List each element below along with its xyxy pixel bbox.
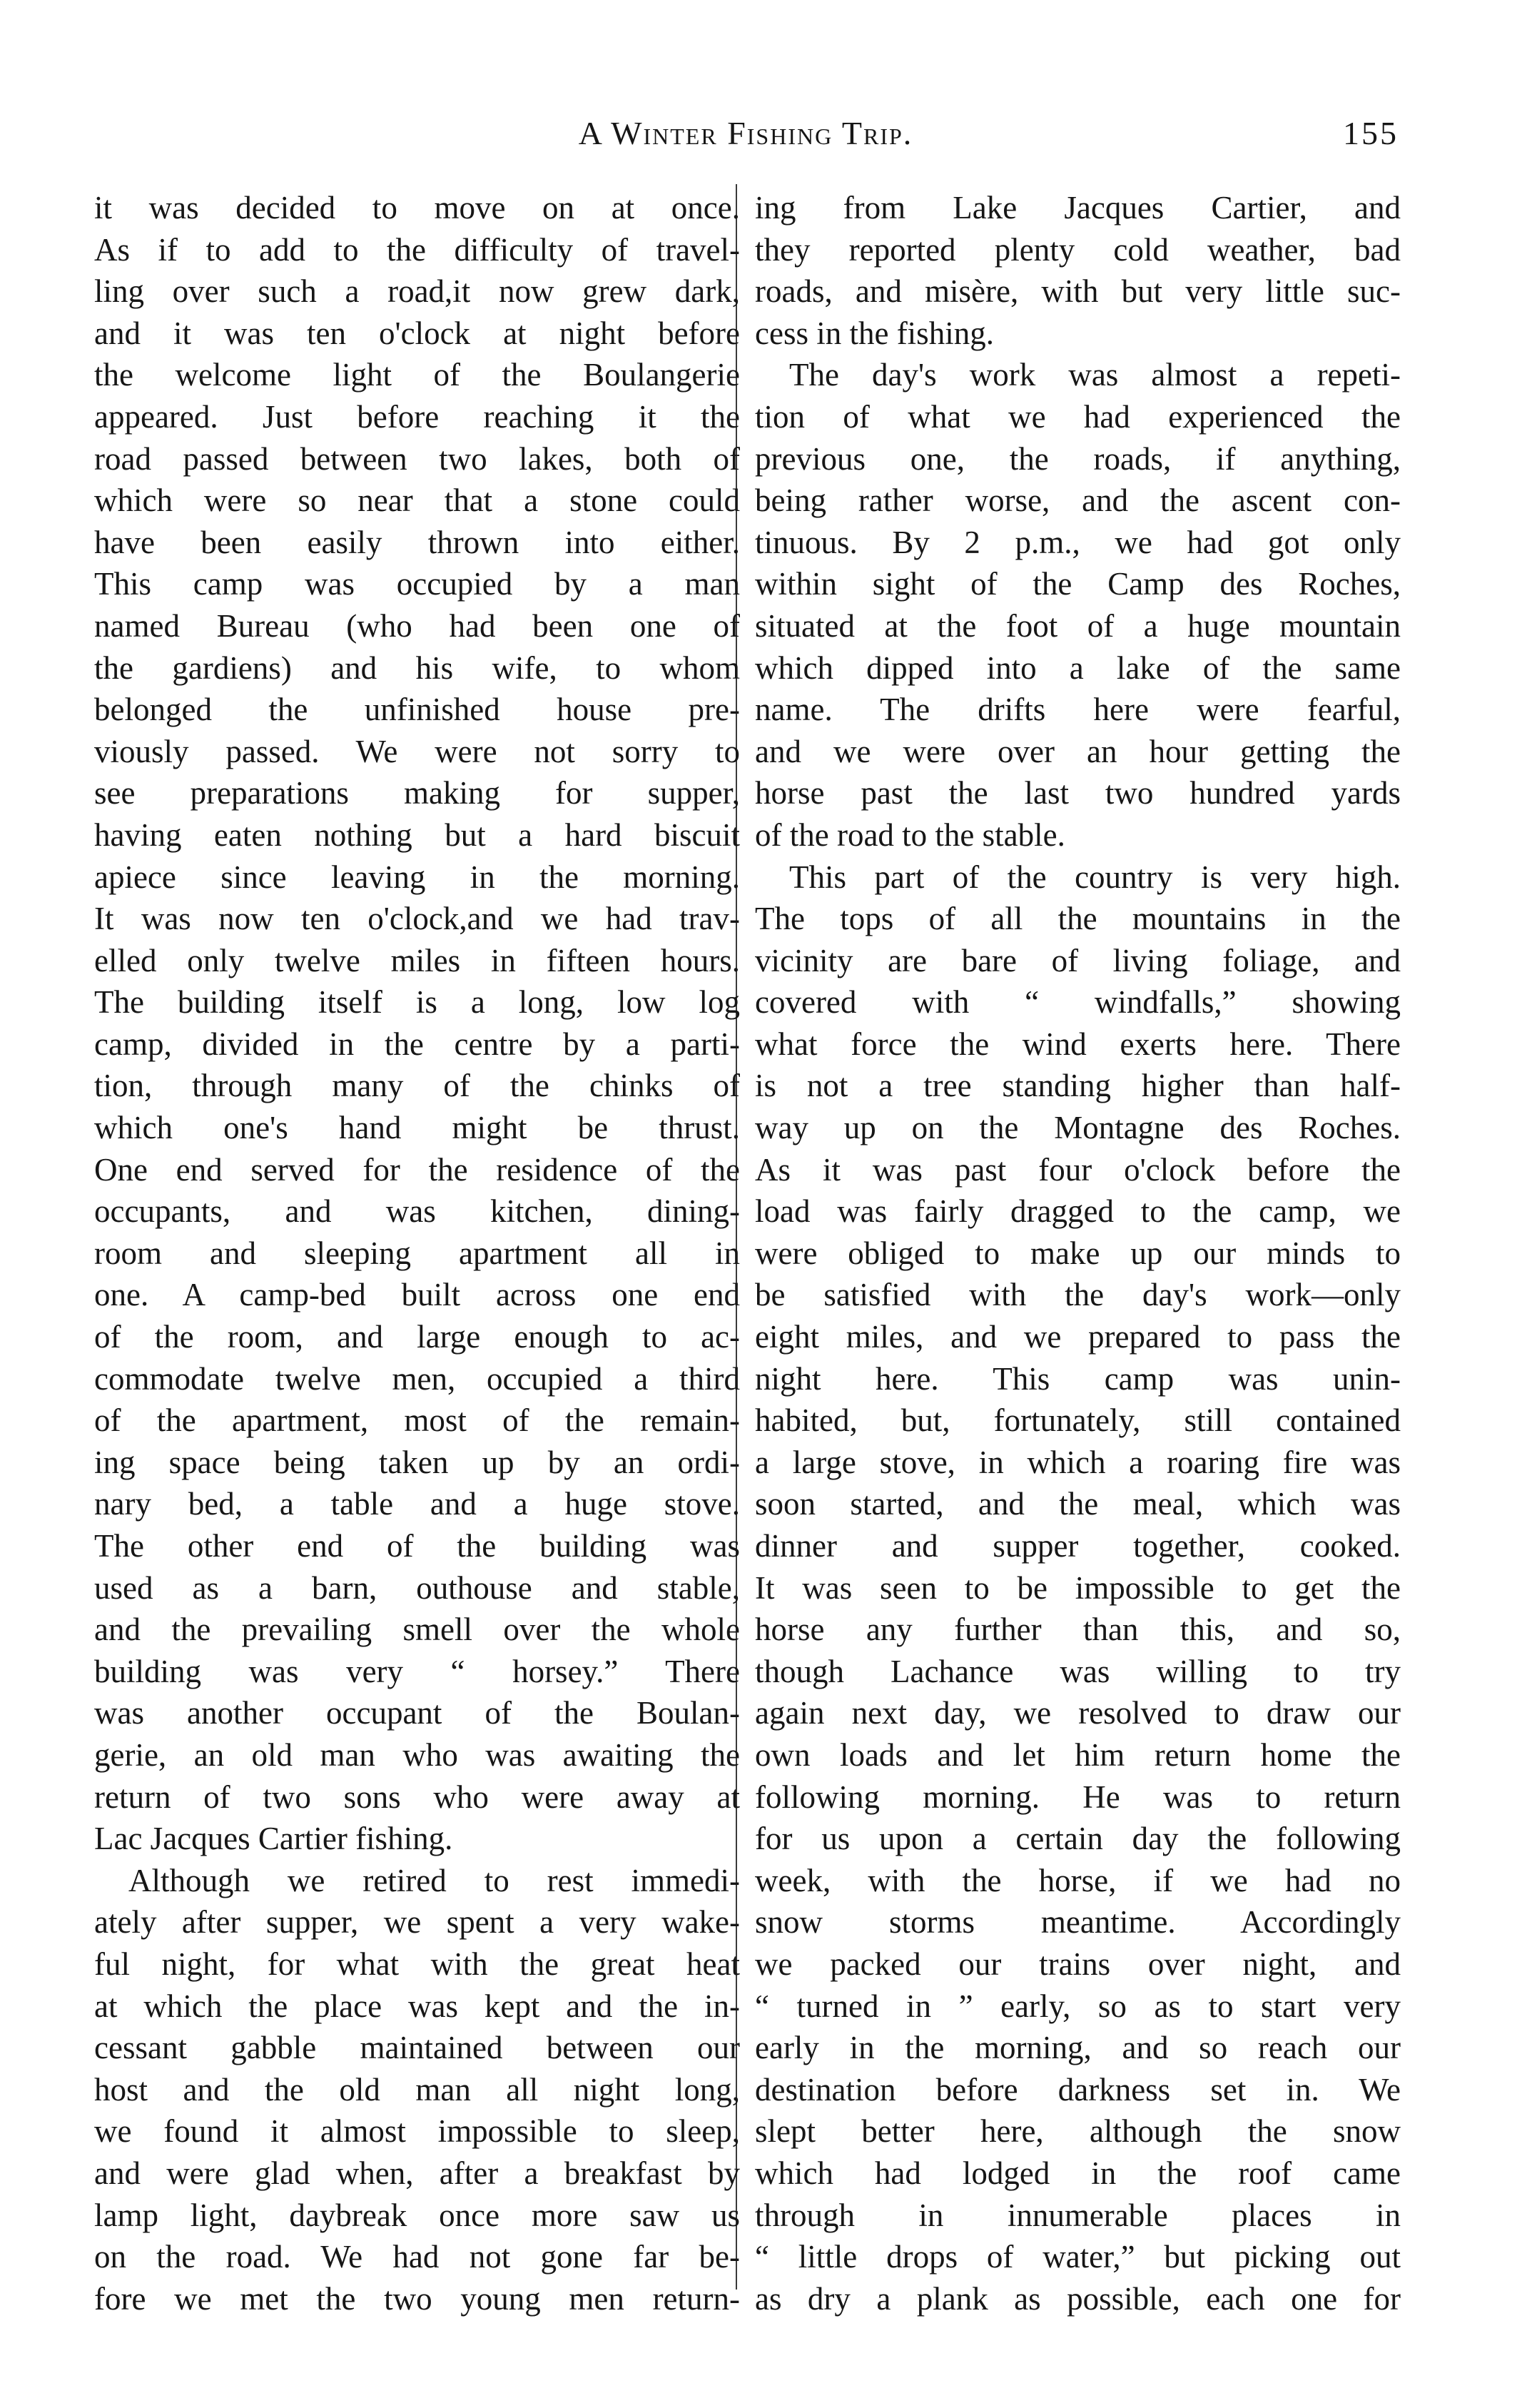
text-line: Although we retired to rest immedi- <box>128 1862 740 1898</box>
text-line: ling over such a road,it now grew dark, <box>94 273 740 310</box>
text-line: own loads and let him return home the <box>755 1736 1401 1773</box>
text-line: covered with “ windfalls,” showing <box>755 984 1401 1021</box>
text-line: ing from Lake Jacques Cartier, and <box>755 190 1401 226</box>
text-line: and it was ten o'clock at night before <box>94 315 740 351</box>
text-line: “ little drops of water,” but picking out <box>755 2239 1401 2275</box>
text-line: nary bed, a table and a huge stove. <box>94 1486 740 1522</box>
text-line: horse any further than this, and so, <box>755 1612 1401 1648</box>
text-line: The other end of the building was <box>94 1528 740 1564</box>
text-line: previous one, the roads, if anything, <box>755 440 1401 477</box>
text-line: and were glad when, after a breakfast by <box>94 2155 740 2191</box>
text-line: room and sleeping apartment all in <box>94 1235 740 1271</box>
text-line: and we were over an hour getting the <box>755 733 1401 769</box>
text-line: again next day, we resolved to draw our <box>755 1695 1401 1731</box>
text-line: used as a barn, outhouse and stable, <box>94 1569 740 1606</box>
text-line: one. A camp-bed built across one end <box>94 1277 740 1313</box>
text-line: As if to add to the difficulty of travel- <box>94 231 740 268</box>
text-line: through in innumerable places in <box>755 2197 1401 2233</box>
text-line: for us upon a certain day the following <box>755 1821 1401 1857</box>
text-line: though Lachance was willing to try <box>755 1653 1401 1689</box>
text-line: building was very “ horsey.” There <box>94 1653 740 1689</box>
text-line: This camp was occupied by a man <box>94 566 740 602</box>
right-column <box>755 187 1401 2320</box>
text-line: the gardiens) and his wife, to whom <box>94 649 740 686</box>
text-line: horse past the last two hundred yards <box>755 775 1401 811</box>
text-line: were obliged to make up our minds to <box>755 1235 1401 1271</box>
text-line: of the room, and large enough to ac- <box>94 1319 740 1355</box>
text-line: One end served for the residence of the <box>94 1151 740 1188</box>
text-line: slept better here, although the snow <box>755 2113 1401 2150</box>
text-line: tinuous. By 2 p.m., we had got only <box>755 524 1401 560</box>
text-line: we found it almost impossible to sleep, <box>94 2113 740 2150</box>
text-line: name. The drifts here were fearful, <box>755 692 1401 728</box>
text-line: snow storms meantime. Accordingly <box>755 1904 1401 1941</box>
text-line: habited, but, fortunately, still contained <box>755 1402 1401 1439</box>
text-line: The day's work was almost a repeti- <box>789 357 1401 393</box>
text-line: tion, through many of the chinks of <box>94 1068 740 1104</box>
text-line: The building itself is a long, low log <box>94 984 740 1021</box>
text-line: the welcome light of the Boulangerie <box>94 357 740 393</box>
text-line: It was now ten o'clock,and we had trav- <box>94 901 740 937</box>
text-line: ful night, for what with the great heat <box>94 1946 740 1982</box>
page-number: 155 <box>1343 115 1399 151</box>
text-line: road passed between two lakes, both of <box>94 440 740 477</box>
text-line: The tops of all the mountains in the <box>755 901 1401 937</box>
text-line: see preparations making for supper, <box>94 775 740 811</box>
text-line: week, with the horse, if we had no <box>755 1862 1401 1898</box>
text-line: It was seen to be impossible to get the <box>755 1569 1401 1606</box>
text-line: what force the wind exerts here. There <box>755 1026 1401 1062</box>
text-line: within sight of the Camp des Roches, <box>755 566 1401 602</box>
text-line: night here. This camp was unin- <box>755 1360 1401 1397</box>
text-line: gerie, an old man who was awaiting the <box>94 1736 740 1773</box>
text-line: This part of the country is very high. <box>789 859 1401 895</box>
text-line: as dry a plank as possible, each one for <box>755 2280 1401 2317</box>
text-line: apiece since leaving in the morning. <box>94 859 740 895</box>
text-line: As it was past four o'clock before the <box>755 1151 1401 1188</box>
text-line: at which the place was kept and the in- <box>94 1988 740 2024</box>
text-line: eight miles, and we prepared to pass the <box>755 1319 1401 1355</box>
running-title: A Winter Fishing Trip. <box>578 115 913 151</box>
text-line: tion of what we had experienced the <box>755 398 1401 435</box>
text-line: ing space being taken up by an ordi- <box>94 1444 740 1480</box>
text-line: “ turned in ” early, so as to start very <box>755 1988 1401 2024</box>
text-line: destination before darkness set in. We <box>755 2071 1401 2108</box>
text-line: commodate twelve men, occupied a third <box>94 1360 740 1397</box>
text-line: cess in the fishing. <box>755 315 994 351</box>
running-head <box>93 114 1399 164</box>
text-line: situated at the foot of a huge mountain <box>755 607 1401 644</box>
text-line: way up on the Montagne des Roches. <box>755 1110 1401 1146</box>
text-line: was another occupant of the Boulan- <box>94 1695 740 1731</box>
text-line: and the prevailing smell over the whole <box>94 1612 740 1648</box>
text-line: camp, divided in the centre by a parti- <box>94 1026 740 1062</box>
text-line: host and the old man all night long, <box>94 2071 740 2108</box>
text-line: belonged the unfinished house pre- <box>94 692 740 728</box>
text-line: dinner and supper together, cooked. <box>755 1528 1401 1564</box>
text-line: ately after supper, we spent a very wake- <box>94 1904 740 1941</box>
text-line: Lac Jacques Cartier fishing. <box>94 1821 453 1857</box>
text-line: viously passed. We were not sorry to <box>94 733 740 769</box>
text-line: which one's hand might be thrust. <box>94 1110 740 1146</box>
text-line: elled only twelve miles in fifteen hours. <box>94 942 740 978</box>
text-line: being rather worse, and the ascent con- <box>755 482 1401 519</box>
text-line: lamp light, daybreak once more saw us <box>94 2197 740 2233</box>
text-line: cessant gabble maintained between our <box>94 2030 740 2066</box>
text-line: early in the morning, and so reach our <box>755 2030 1401 2066</box>
text-line: be satisfied with the day's work—only <box>755 1277 1401 1313</box>
text-line: is not a tree standing higher than half- <box>755 1068 1401 1104</box>
text-line: have been easily thrown into either. <box>94 524 740 560</box>
text-line: which were so near that a stone could <box>94 482 740 519</box>
text-line: which had lodged in the roof came <box>755 2155 1401 2191</box>
text-line: which dipped into a lake of the same <box>755 649 1401 686</box>
text-line: having eaten nothing but a hard biscuit <box>94 816 740 853</box>
text-line: following morning. He was to return <box>755 1779 1401 1815</box>
text-line: return of two sons who were away at <box>94 1779 740 1815</box>
text-line: occupants, and was kitchen, dining- <box>94 1193 740 1230</box>
text-line: named Bureau (who had been one of <box>94 607 740 644</box>
text-line: a large stove, in which a roaring fire was <box>755 1444 1401 1480</box>
text-line: of the road to the stable. <box>755 816 1065 853</box>
text-line: of the apartment, most of the remain- <box>94 1402 740 1439</box>
text-line: vicinity are bare of living foliage, and <box>755 942 1401 978</box>
left-column <box>94 187 740 2320</box>
text-line: load was fairly dragged to the camp, we <box>755 1193 1401 1230</box>
text-line: they reported plenty cold weather, bad <box>755 231 1401 268</box>
text-line: it was decided to move on at once. <box>94 190 740 226</box>
text-line: we packed our trains over night, and <box>755 1946 1401 1982</box>
text-line: on the road. We had not gone far be- <box>94 2239 740 2275</box>
text-line: roads, and misère, with but very little suc- <box>755 273 1401 310</box>
text-line: soon started, and the meal, which was <box>755 1486 1401 1522</box>
text-line: appeared. Just before reaching it the <box>94 398 740 435</box>
text-line: fore we met the two young men return- <box>94 2280 740 2317</box>
